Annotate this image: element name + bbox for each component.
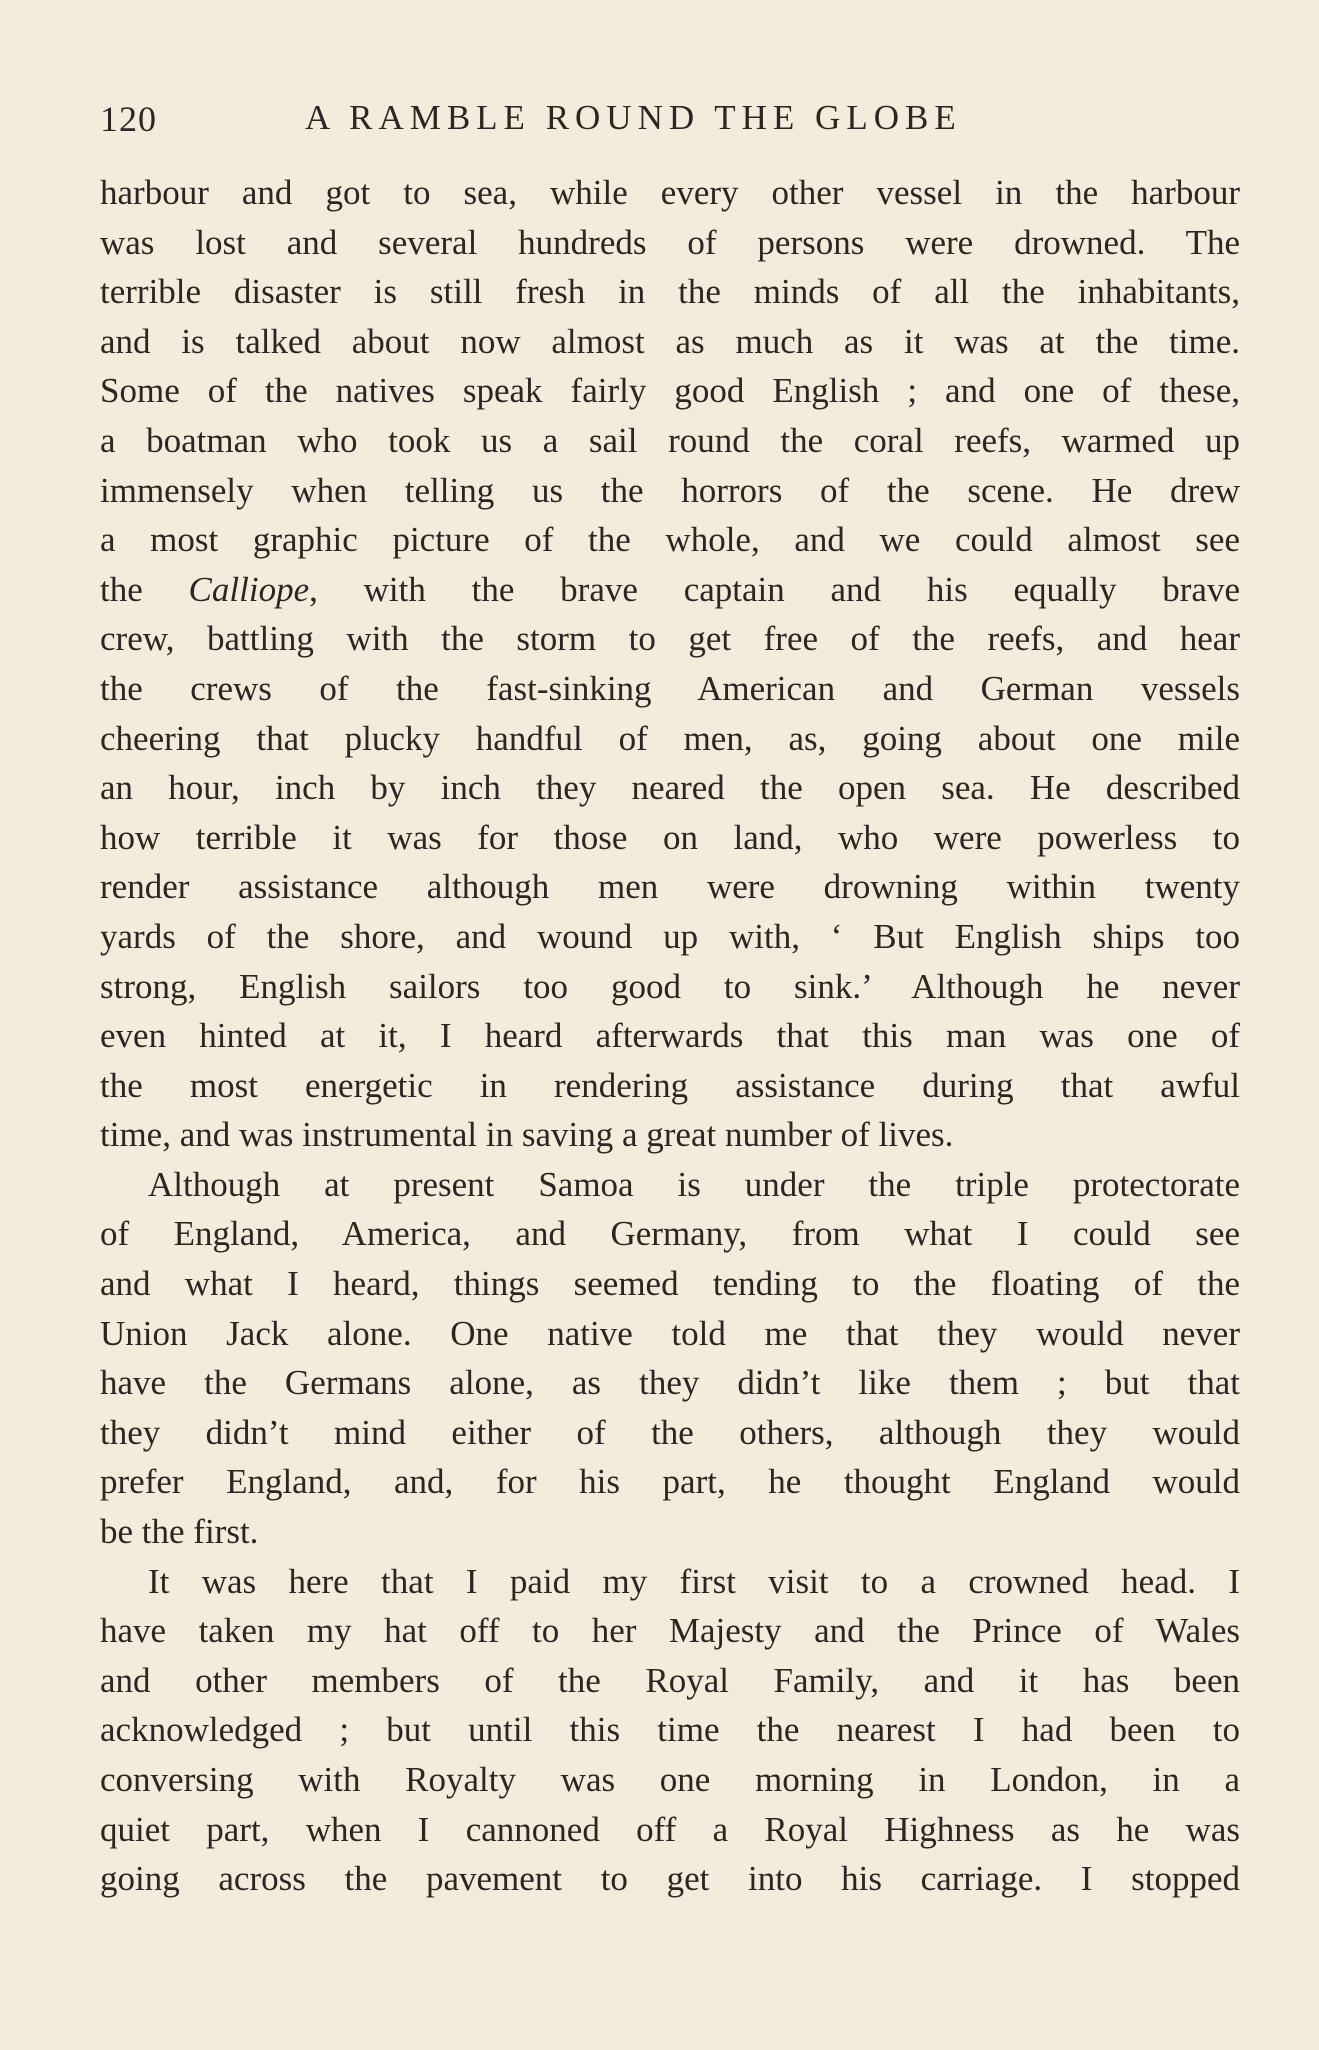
text-line: cheering that plucky handful of men, as, going about one mile [100, 718, 1240, 758]
text-line: Although at present Samoa is under the triple protectorate [148, 1164, 1240, 1204]
text-line: and what I heard, things seemed tending to the floating of the [100, 1264, 1240, 1304]
text-line: how terrible it was for those on land, who were powerless to [100, 817, 1240, 857]
text-line: they didn’t mind either of the others, although they would [100, 1412, 1240, 1452]
text-line: crew, battling with the storm to get free of the reefs, and hear [100, 619, 1240, 659]
text-line: the crews of the fast-sinking American and German vessels [100, 668, 1240, 708]
text-line: and is talked about now almost as much as it was at the time. [100, 321, 1240, 361]
text-line: and other members of the Royal Family, and it has been [100, 1660, 1240, 1700]
text-line: It was here that I paid my first visit to a crowned head. I [148, 1561, 1240, 1601]
text-line: quiet part, when I cannoned off a Royal Highness as he was [100, 1809, 1240, 1849]
text-line: strong, English sailors too good to sink.’ Although he never [100, 966, 1240, 1006]
text-line: terrible disaster is still fresh in the minds of all the inhabitants, [100, 272, 1240, 312]
text-line-rest: , with the brave captain and his equally brave [309, 569, 1240, 609]
text-line: the most energetic in rendering assistance during that awful [100, 1065, 1240, 1105]
text-line: acknowledged ; but until this time the nearest I had been to [100, 1710, 1240, 1750]
body-text [100, 168, 1240, 1904]
text-line: Union Jack alone. One native told me that they would never [100, 1313, 1240, 1353]
page-number: 120 [100, 99, 157, 139]
running-head [100, 98, 1250, 148]
text-line: going across the pavement to get into his carriage. I stopped [100, 1859, 1240, 1899]
ship-name-italic: Calliope [188, 569, 310, 609]
text-line: was lost and several hundreds of persons were drowned. The [100, 222, 1240, 262]
text-line: time, and was instrumental in saving a great number of lives. [100, 1115, 954, 1155]
text-line: Some of the natives speak fairly good English ; and one of these, [100, 371, 1240, 411]
text-line: a boatman who took us a sail round the coral reefs, warmed up [100, 420, 1240, 460]
text-line: of England, America, and Germany, from what I could see [100, 1214, 1240, 1254]
text-line: yards of the shore, and wound up with, ‘ But English ships too [100, 916, 1240, 956]
text-line: even hinted at it, I heard afterwards that this man was one of [100, 1016, 1240, 1056]
text-line: a most graphic picture of the whole, and we could almost see [100, 520, 1240, 560]
text-line: prefer England, and, for his part, he thought England would [100, 1462, 1240, 1502]
text-line: harbour and got to sea, while every other vessel in the harbour [100, 173, 1240, 212]
text-line: immensely when telling us the horrors of the scene. He drew [100, 470, 1240, 510]
text-line: be the first. [100, 1512, 259, 1552]
text-line: render assistance although men were drowning within twenty [100, 867, 1240, 907]
text-line: have taken my hat off to her Majesty and the Prince of Wales [100, 1611, 1240, 1651]
text-line: conversing with Royalty was one morning in London, in a [100, 1760, 1240, 1799]
running-title: A RAMBLE ROUND THE GLOBE [305, 98, 962, 137]
text-line: have the Germans alone, as they didn’t like them ; but that [100, 1363, 1240, 1403]
text-line-start: the [100, 569, 189, 609]
text-line [100, 565, 1240, 615]
text-line: an hour, inch by inch they neared the open sea. He described [100, 768, 1240, 808]
